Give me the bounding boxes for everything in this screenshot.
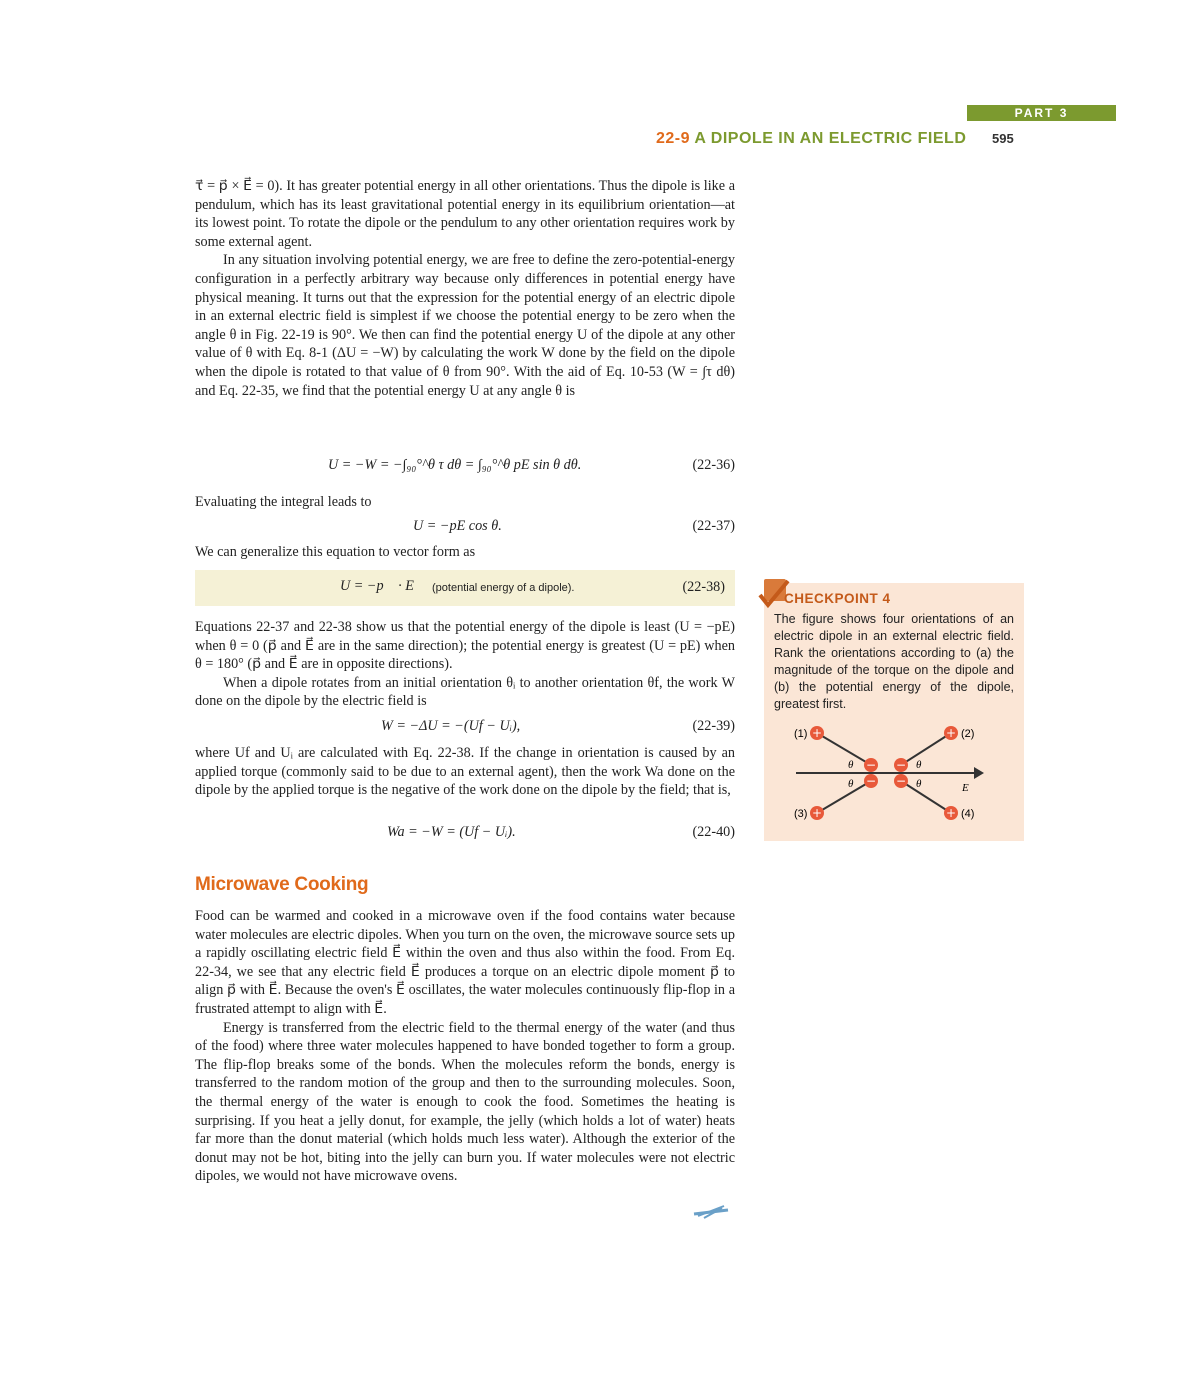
paragraph-5-6 bbox=[195, 618, 735, 711]
label-2: (2) bbox=[961, 728, 975, 740]
paragraph-1-text: τ⃗ = p⃗ × E⃗ = 0). It has greater potential energy in all other orientations. Thus the dipole is like a pendulum, which has its least gravitational potential energy in its equilibrium orientation—at its lowest point. To rotate the dipole or the pendulum to any other orientation requires work by some external agent. bbox=[195, 178, 735, 250]
section-title: A DIPOLE IN AN ELECTRIC FIELD bbox=[694, 130, 967, 147]
equation-22-36 bbox=[195, 457, 735, 481]
equation-number: (22-40) bbox=[692, 824, 735, 840]
paragraph-3: Evaluating the integral leads to bbox=[195, 494, 372, 510]
equation-body: W = −ΔU = −(Uf − Uᵢ), bbox=[381, 718, 521, 734]
equation-22-39 bbox=[195, 718, 735, 742]
equation-body: U = −pE cos θ. bbox=[413, 518, 502, 534]
paragraph-4: We can generalize this equation to vector form as bbox=[195, 544, 476, 560]
paragraph-8-text: Food can be warmed and cooked in a microwave oven if the food contains water because water molecules are electric dipoles. When you turn on the oven, the microwave source sets up a rapidly oscillating electric field E⃗ within the oven and thus also within the food. From Eq. 22-34, we see that any electric field E⃗ produces a torque on an electric dipole moment p⃗ to align p⃗ with E⃗. Because the oven's E⃗ oscillates, the water molecules continuously flip-flop in a frustrated attempt to align with E⃗. bbox=[195, 908, 735, 1017]
equation-number: (22-39) bbox=[692, 718, 735, 734]
theta-label: θ bbox=[848, 759, 854, 771]
equation-number: (22-37) bbox=[692, 518, 735, 534]
paragraph-6-text: When a dipole rotates from an initial orientation θᵢ to another orientation θf, the work W done on the dipole by the electric field is bbox=[195, 674, 735, 710]
equation-number: (22-36) bbox=[692, 457, 735, 473]
theta-label: θ bbox=[916, 778, 922, 790]
svg-text:+: + bbox=[811, 726, 823, 740]
equation-number: (22-38) bbox=[682, 579, 725, 595]
label-3: (3) bbox=[794, 808, 808, 820]
checkpoint-title: CHECKPOINT 4 bbox=[784, 591, 891, 606]
field-label: E⃗ bbox=[962, 782, 978, 794]
equation-body: U = −p⃗ · E⃗ bbox=[340, 578, 425, 594]
theta-label: θ bbox=[916, 759, 922, 771]
equation-22-37 bbox=[195, 518, 735, 542]
end-of-section-icon bbox=[690, 1202, 734, 1222]
svg-text:−: − bbox=[865, 774, 877, 788]
svg-text:+: + bbox=[945, 726, 957, 740]
dipole-orientations-figure bbox=[764, 721, 1024, 821]
label-1: (1) bbox=[794, 728, 808, 740]
paragraph-8-9 bbox=[195, 907, 735, 1186]
svg-text:−: − bbox=[895, 774, 907, 788]
paragraph-1 bbox=[195, 177, 735, 400]
paragraph-9-text: Energy is transferred from the electric field to the thermal energy of the water (and thus of the food) where three water molecules happened to have bonded together to form a group. The flip-flop breaks some of the bonds. When the molecules reform the bonds, energy is transferred to the random motion of the group and then to the surrounding molecules. Soon, the thermal energy of the water is enough to cook the food. Sometimes the heating is surprising. If you heat a jelly donut, for example, the jelly (which holds a lot of water) heats far more than the donut material (which holds much less water). Although the exterior of the donut may not be hot, biting into the jelly can burn you. If water molecules were not electric dipoles, we would not have microwave ovens. bbox=[195, 1019, 735, 1185]
section-number: 22-9 bbox=[656, 130, 691, 147]
label-4: (4) bbox=[961, 808, 975, 820]
page-number: 595 bbox=[992, 131, 1014, 146]
running-head bbox=[656, 130, 966, 148]
equation-22-38 bbox=[195, 570, 735, 606]
paragraph-7: where Uf and Uᵢ are calculated with Eq. 22-38. If the change in orientation is caused by an applied torque (commonly said to be due to an external agent), then the work Wa done on the dipole by the applied torque is the negative of the work done on the dipole by the field; that is, bbox=[195, 745, 735, 799]
svg-text:−: − bbox=[895, 758, 907, 772]
checkpoint-box bbox=[764, 583, 1024, 841]
paragraph-5-text: Equations 22-37 and 22-38 show us that the potential energy of the dipole is least (U = −pE) when θ = 0 (p⃗ and E⃗ are in the same direction); the potential energy is greatest (U = pE) when θ = 180° (p⃗ and E⃗ are in opposite directions). bbox=[195, 619, 735, 673]
equation-description: (potential energy of a dipole). bbox=[432, 582, 575, 594]
equation-body: U = −W = −∫₉₀°^θ τ dθ = ∫₉₀°^θ pE sin θ dθ. bbox=[328, 457, 582, 473]
equation-body: Wa = −W = (Uf − Uᵢ). bbox=[387, 824, 516, 840]
part-label: PART 3 bbox=[967, 105, 1116, 121]
svg-text:−: − bbox=[865, 758, 877, 772]
svg-text:+: + bbox=[945, 806, 957, 820]
svg-text:+: + bbox=[811, 806, 823, 820]
checkpoint-text: The figure shows four orientations of an electric dipole in an external electric field. Rank the orientations according to (a) the magnitude of the torque on the dipole and (b) the potential energy of the dipole, greatest first. bbox=[774, 612, 1014, 711]
paragraph-2-text: In any situation involving potential energy, we are free to define the zero-potential-energy configuration in a perfectly arbitrary way because only differences in potential energy have physical meaning. It turns out that the expression for the potential energy of an electric dipole in an external electric field is simplest if we choose the potential energy to be zero when the angle θ in Fig. 22-19 is 90°. We then can find the potential energy U of the dipole at any other value of θ with Eq. 8-1 (ΔU = −W) by calculating the work W done by the field on the dipole when the dipole is rotated to that value of θ from 90°. With the aid of Eq. 10-53 (W = ∫τ dθ) and Eq. 22-35, we find that the potential energy U at any angle θ is bbox=[195, 252, 735, 399]
equation-22-40 bbox=[195, 824, 735, 848]
theta-label: θ bbox=[848, 778, 854, 790]
section-heading: Microwave Cooking bbox=[195, 874, 369, 895]
